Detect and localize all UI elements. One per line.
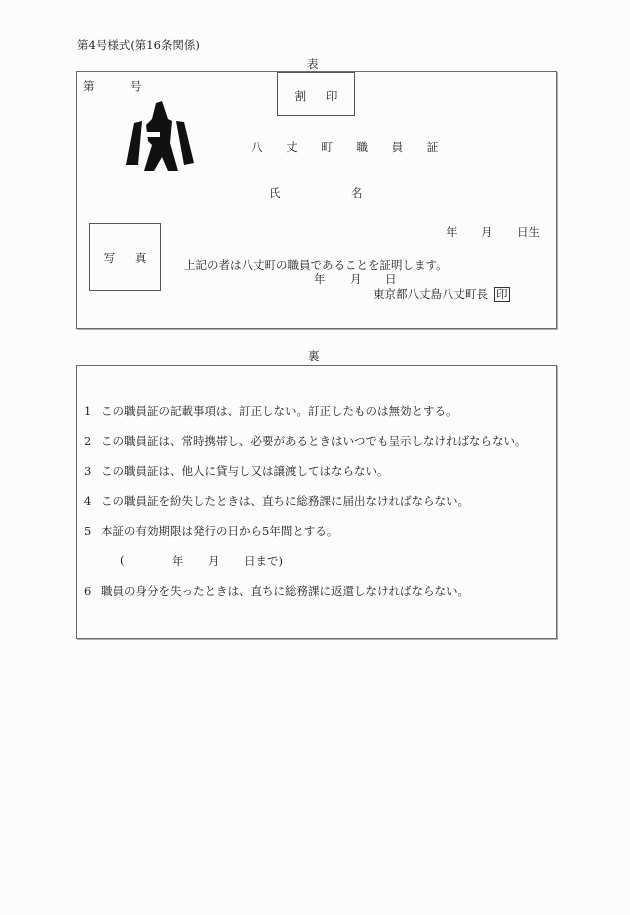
split-seal-label: 割 印 [294,89,346,103]
card-title: 八 丈 町 職 員 証 [251,140,449,154]
name-label-mei: 名 [351,186,363,200]
rule-item: 6 職員の身分を失ったときは、直ちに総務課に返還しなければならない。 [84,584,469,598]
expiry-day-label: 日まで) [244,554,283,568]
rule-item: 2 この職員証は、常時携帯し、必要があるときはいつでも呈示しなければならない。 [84,434,527,448]
photo-box [89,223,161,291]
form-title: 第4号様式(第16条関係) [77,38,200,52]
expiry-year-label: 年 [172,554,184,568]
birth-day-label: 日生 [517,225,540,239]
rule-item: 3 この職員証は、他人に貸与し又は譲渡してはならない。 [84,464,389,478]
issue-day-label: 日 [385,272,397,286]
issuer-name: 東京都八丈島八丈町長 [373,287,488,301]
issue-month-label: 月 [350,272,362,286]
expiry-open-paren: ( [120,553,125,567]
number-label-dai: 第 [83,79,95,93]
town-emblem-icon [122,99,200,171]
front-side-label: 表 [307,57,319,71]
id-card-front [76,71,557,329]
rule-item: 1 この職員証の記載事項は、訂正しない。訂正したものは無効とする。 [84,404,458,418]
issue-year-label: 年 [314,272,326,286]
issuer-line [373,286,510,302]
id-card-back [76,365,557,639]
certification-text: 上記の者は八丈町の職員であることを証明します。 [184,258,448,272]
birth-year-label: 年 [446,225,458,239]
name-label-shi: 氏 [269,186,281,200]
birth-month-label: 月 [481,225,493,239]
seal-mark: 印 [496,287,508,301]
back-side-label: 裏 [308,349,320,363]
number-label-go: 号 [130,79,142,93]
rule-item: 4 この職員証を紛失したときは、直ちに総務課に届出なければならない。 [84,494,469,508]
expiry-month-label: 月 [208,554,220,568]
split-seal-box [277,72,355,116]
photo-label: 写 真 [103,251,155,265]
rule-item: 5 本証の有効期限は発行の日から5年間とする。 [84,524,339,538]
